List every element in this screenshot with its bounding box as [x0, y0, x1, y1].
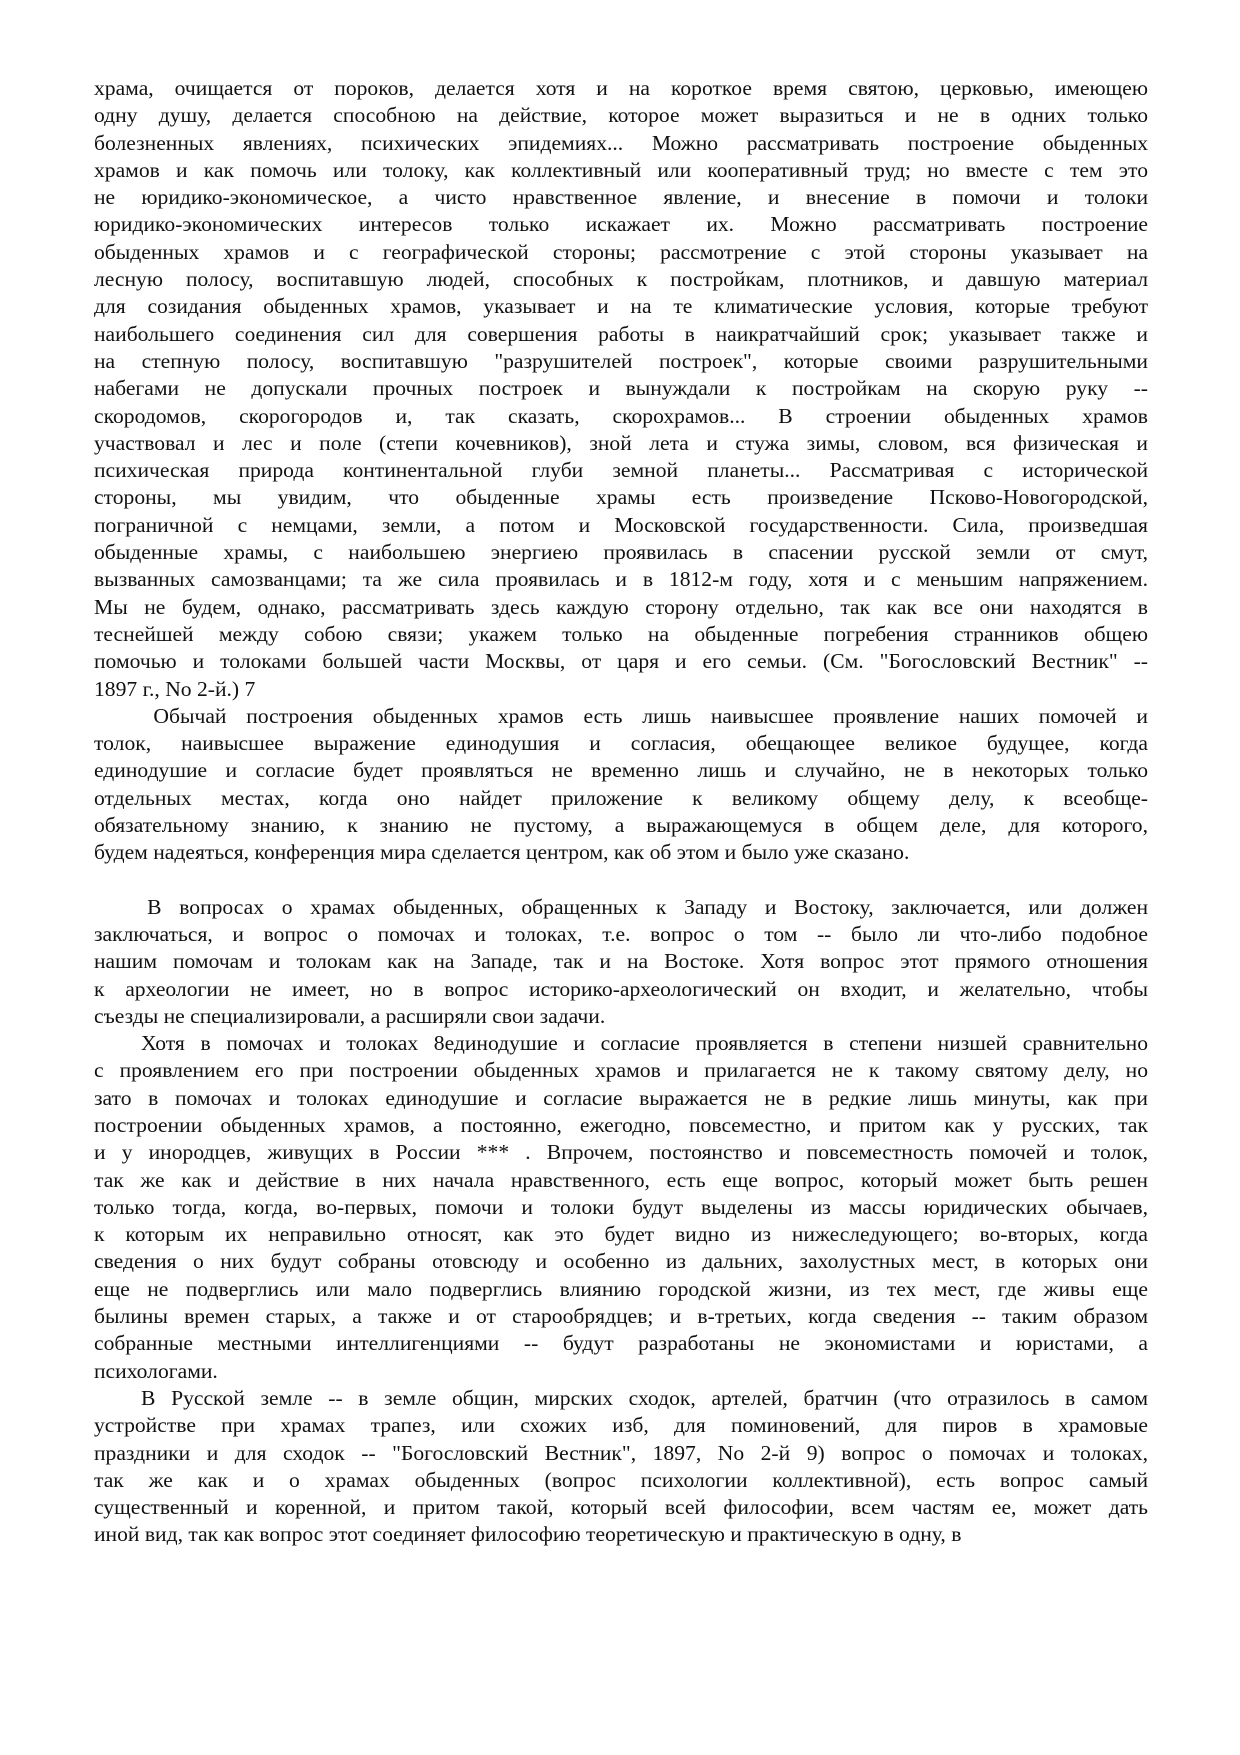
text-line: психологами. [94, 1358, 218, 1383]
paragraph-2 [94, 703, 1148, 867]
text-line: существенный и коренной, и притом такой, который всей философии, всем частям ее, может дать [94, 1495, 1148, 1520]
text-line: вызванных самозванцами; та же сила проявилась и в 1812-м году, хотя и с меньшим напряжением. [94, 567, 1148, 592]
text-line: к археологии не имеет, но в вопрос историко-археологический он входит, и желательно, чтобы [94, 976, 1148, 1001]
text-line: заключаться, и вопрос о помочах и толоках, т.е. вопрос о том -- было ли что-либо подобное [94, 921, 1148, 946]
text-line: построении обыденных храмов, а постоянно, ежегодно, повсеместно, и притом как у русских, так [94, 1112, 1148, 1137]
text-line: для созидания обыденных храмов, указывает и на те климатические условия, которые требуют [94, 294, 1148, 319]
text-line: былины времен старых, а также и от старообрядцев; и в-третьих, когда сведения -- таким образом [94, 1304, 1148, 1329]
text-line: обыденные храмы, с наибольшею энергиею проявилась в спасении русской земли от смут, [94, 540, 1148, 565]
text-line: помочью и толоками большей части Москвы, от царя и его семьи. (См. "Богословский Вестник" -- [94, 649, 1148, 674]
text-line: не юридико-экономическое, а чисто нравственное явление, и внесение в помочи и толоки [94, 185, 1148, 210]
document-page [94, 75, 1148, 1549]
text-line: юридико-экономических интересов только искажает их. Можно рассматривать построение [94, 212, 1148, 237]
text-line: еще не подверглись или мало подверглись влиянию городской жизни, из тех мест, где живы еще [94, 1276, 1148, 1301]
text-line: храма, очищается от пороков, делается хотя и на короткое время святою, церковью, имеющею [94, 76, 1148, 100]
text-line: В Русской земле -- в земле общин, мирских сходок, артелей, братчин (что отразилось в самом [94, 1385, 1148, 1410]
paragraph-gap [94, 867, 1148, 894]
text-line: к которым их неправильно относят, как это будет видно из нижеследующего; во-вторых, когда [94, 1222, 1148, 1247]
text-line: 1897 г., No 2-й.) 7 [94, 676, 256, 701]
text-line: единодушие и согласие будет проявляться не временно лишь и случайно, не в некоторых только [94, 758, 1148, 783]
text-line: толок, наивысшее выражение единодушия и согласия, обещающее великое будущее, когда [94, 731, 1148, 756]
text-line: нашим помочам и толокам как на Западе, так и на Востоке. Хотя вопрос этот прямого отношения [94, 949, 1148, 974]
text-line: так же как и о храмах обыденных (вопрос психологии коллективной), есть вопрос самый [94, 1467, 1148, 1492]
text-line: и у инородцев, живущих в России *** . Впрочем, постоянство и повсеместность помочей и толок, [94, 1140, 1148, 1165]
text-line: иной вид, так как вопрос этот соединяет философию теоретическую и практическую в одну, в [94, 1522, 962, 1547]
text-line: наибольшего соединения сил для совершения работы в наикратчайший срок; указывает также и [94, 321, 1148, 346]
text-line: психическая природа континентальной глуби земной планеты... Рассматривая с исторической [94, 458, 1148, 483]
text-line: зато в помочах и толоках единодушие и согласие выражается не в редкие лишь минуты, как при [94, 1085, 1148, 1110]
text-line: Обычай построения обыденных храмов есть лишь наивысшее проявление наших помочей и [94, 703, 1148, 728]
text-line: пограничной с немцами, земли, а потом и Московской государственности. Сила, произведшая [94, 512, 1148, 537]
text-line: отдельных местах, когда оно найдет приложение к великому общему делу, к всеобще- [94, 785, 1148, 810]
text-line: на степную полосу, воспитавшую "разрушителей построек", которые своими разрушительными [94, 348, 1148, 373]
paragraph-5 [94, 1385, 1148, 1549]
paragraph-1 [94, 75, 1148, 703]
text-line: собранные местными интеллигенциями -- будут разработаны не экономистами и юристами, а [94, 1331, 1148, 1356]
text-line: праздники и для сходок -- "Богословский Вестник", 1897, No 2-й 9) вопрос о помочах и толоках, [94, 1440, 1148, 1465]
text-line: съезды не специализировали, а расширяли свои задачи. [94, 1003, 606, 1028]
text-line: только тогда, когда, во-первых, помочи и толоки будут выделены из массы юридических обычаев, [94, 1194, 1148, 1219]
text-line: лесную полосу, воспитавшую людей, способных к постройкам, плотников, и давшую материал [94, 267, 1148, 292]
paragraph-3 [94, 894, 1148, 1030]
text-line: болезненных явлениях, психических эпидемиях... Можно рассматривать построение обыденных [94, 130, 1148, 155]
text-line: обыденных храмов и с географической стороны; рассмотрение с этой стороны указывает на [94, 239, 1148, 264]
text-line: стороны, мы увидим, что обыденные храмы есть произведение Псково-Новогородской, [94, 485, 1148, 510]
text-line: так же как и действие в них начала нравственного, есть еще вопрос, который может быть решен [94, 1167, 1148, 1192]
text-line: сведения о них будут собраны отовсюду и особенно из дальних, захолустных мест, в которых они [94, 1249, 1148, 1274]
text-line: скородомов, скорогородов и, так сказать, скорохрамов... В строении обыденных храмов [94, 403, 1148, 428]
text-line: В вопросах о храмах обыденных, обращенных к Западу и Востоку, заключается, или должен [94, 894, 1148, 919]
text-line: участвовал и лес и поле (степи кочевников), зной лета и стужа зимы, словом, вся физическая и [94, 430, 1148, 455]
text-line: теснейшей между собою связи; укажем только на обыденные погребения странников общею [94, 621, 1148, 646]
text-line: набегами не допускали прочных построек и вынуждали к постройкам на скорую руку -- [94, 376, 1148, 401]
text-line: одну душу, делается способною на действие, которое может выразиться и не в одних только [94, 103, 1148, 128]
text-line: с проявлением его при построении обыденных храмов и прилагается не к такому святому делу, но [94, 1058, 1148, 1083]
text-line: Хотя в помочах и толоках 8единодушие и согласие проявляется в степени низшей сравнительно [94, 1031, 1148, 1056]
text-line: обязательному знанию, к знанию не пустому, а выражающемуся в общем деле, для которого, [94, 813, 1148, 838]
text-line: храмов и как помочь или толоку, как коллективный или кооперативный труд; но вместе с тем это [94, 157, 1148, 182]
paragraph-4 [94, 1030, 1148, 1385]
text-line: устройстве при храмах трапез, или схожих изб, для поминовений, для пиров в храмовые [94, 1413, 1148, 1438]
text-line: Мы не будем, однако, рассматривать здесь каждую сторону отдельно, так как все они находятся в [94, 594, 1148, 619]
text-line: будем надеяться, конференция мира сделается центром, как об этом и было уже сказано. [94, 840, 910, 865]
